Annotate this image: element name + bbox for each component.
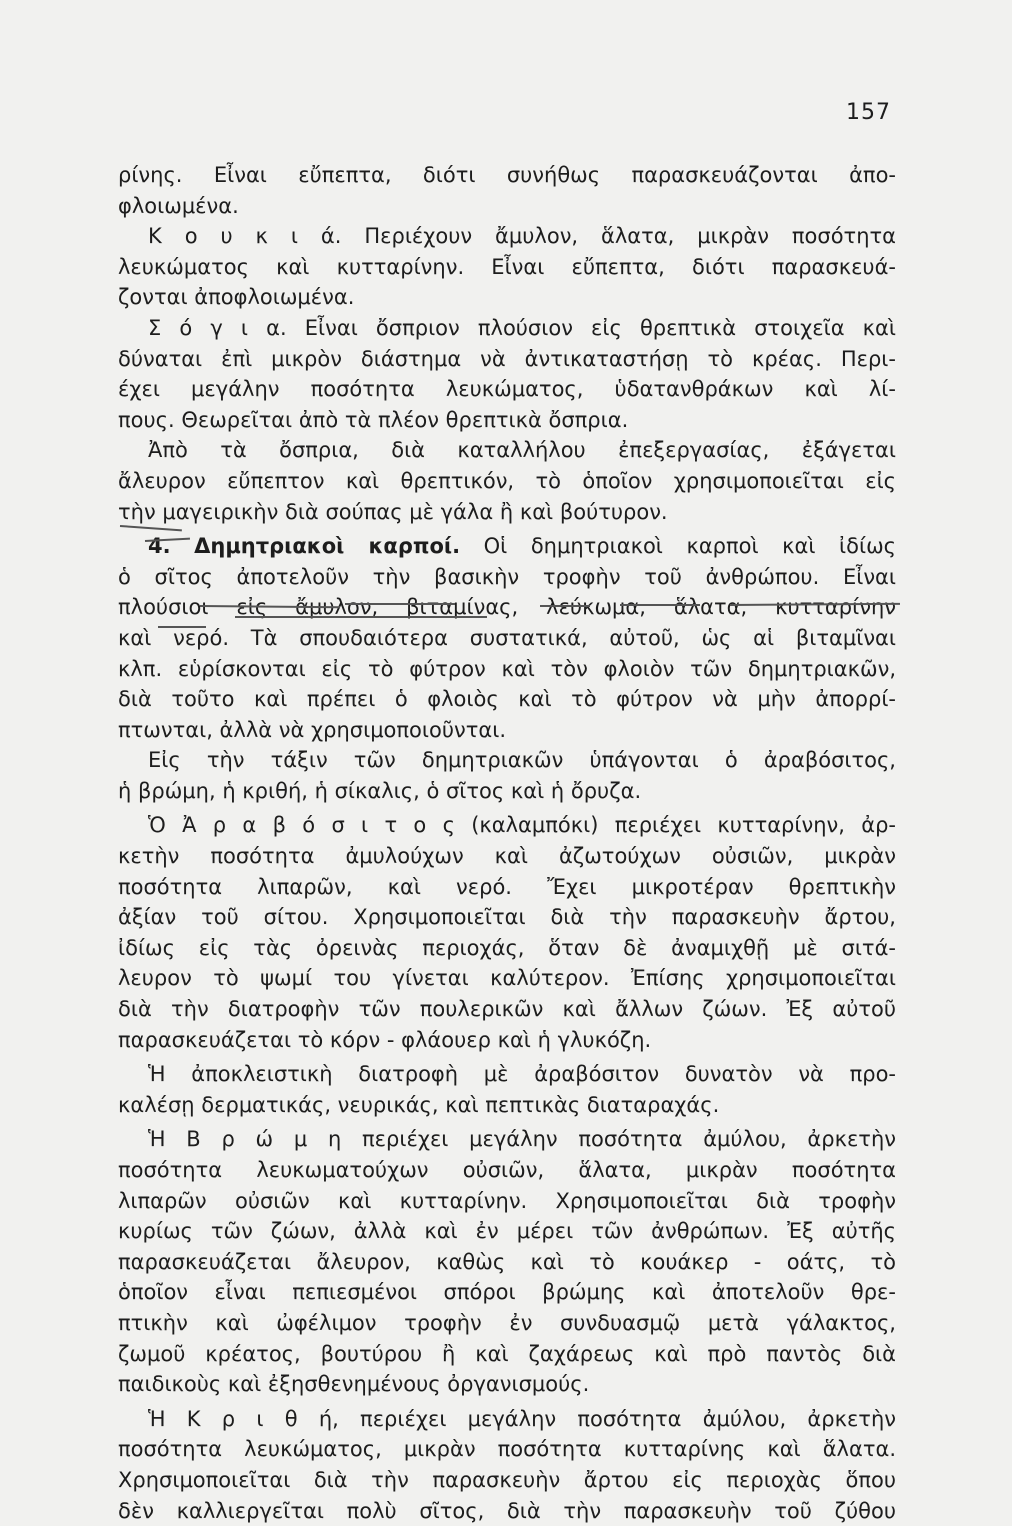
text-line: καὶ νερό. Τὰ σπουδαιότερα συστατικά, αὐτοῦ, ὡς αἱ βιταμῖναι (118, 625, 896, 650)
text-line: παιδικοὺς καὶ ἐξησθενημένους ὀργανισμούς. (118, 1372, 590, 1397)
text-line: ρίνης. Εἶναι εὔπεπτα, διότι συνήθως παρασκευάζονται ἀπο- (118, 163, 896, 187)
pencil-underline-mark (620, 604, 700, 606)
text-line: λευρον τὸ ψωμί του γίνεται καλύτερον. Ἐπίσης χρησιμοποιεῖται (118, 966, 896, 991)
text-line: κυρίως τῶν ζώων, ἀλλὰ καὶ ἐν μέρει τῶν ἀνθρώπων. Ἐξ αὐτῆς (118, 1219, 896, 1244)
pencil-underline-mark (345, 603, 455, 605)
text-line: κετὴν ποσότητα ἀμυλούχων καὶ ἀζωτούχων οὐσιῶν, μικρὰν (118, 844, 896, 869)
text-line: Ἡ ἀποκλειστικὴ διατροφὴ μὲ ἀραβόσιτον δυνατὸν νὰ προ- (148, 1062, 896, 1087)
text-line: ἀξίαν τοῦ σίτου. Χρησιμοποιεῖται διὰ τὴν παρασκευὴν ἄρτου, (118, 905, 896, 930)
text-line: καλέσῃ δερματικάς, νευρικάς, καὶ πεπτικὰς διαταραχάς. (118, 1092, 720, 1117)
text-line: Χρησιμοποιεῖται διὰ τὴν παρασκευὴν ἄρτου εἰς περιοχὰς ὅπου (118, 1467, 896, 1492)
text-line: πλούσιοι εἰς ἄμυλον, βιταμίνας, λεύκωμα, ἅλατα, κυτταρίνην (118, 595, 896, 620)
text-line: παρασκευάζεται ἄλευρον, καθὼς καὶ τὸ κουάκερ - οάτς, τὸ (118, 1249, 896, 1274)
text-line: Ὁ Ἀ ρ α β ό σ ι τ ο ς (καλαμπόκι) περιέχει κυτταρίνην, ἀρ- (148, 813, 896, 838)
text-line: λιπαρῶν οὐσιῶν καὶ κυτταρίνην. Χρησιμοποιεῖται διὰ τροφὴν (118, 1188, 896, 1213)
text-line: διὰ τὴν διατροφὴν τῶν πουλερικῶν καὶ ἄλλων ζώων. Ἐξ αὐτοῦ (118, 997, 896, 1022)
body-text (118, 160, 896, 1526)
text-line: φλοιωμένα. (118, 193, 239, 218)
text-line: πτωνται, ἀλλὰ νὰ χρησιμοποιοῦνται. (118, 717, 506, 742)
text-line: Κ ο υ κ ι ά. Περιέχουν ἄμυλον, ἅλατα, μικρὰν ποσότητα (148, 224, 896, 249)
section-number: 4. (148, 534, 171, 559)
text-line: ὁ σῖτος ἀποτελοῦν τὴν βασικὴν τροφὴν τοῦ ἀνθρώπου. Εἶναι (118, 564, 896, 589)
text-line: παρασκευάζεται τὸ κόρν - φλάουερ καὶ ἡ γλυκόζη. (118, 1027, 652, 1052)
text-line: Ἡ Κ ρ ι θ ή, περιέχει μεγάλην ποσότητα ἀμύλου, ἀρκετὴν (148, 1406, 896, 1431)
text-line: Ἡ Β ρ ώ μ η περιέχει μεγάλην ποσότητα ἀμύλου, ἀρκετὴν (148, 1127, 896, 1152)
section-heading-line (118, 531, 896, 562)
text-line: Ἀπὸ τὰ ὄσπρια, διὰ καταλλήλου ἐπεξεργασίας, ἐξάγεται (148, 438, 896, 463)
text-line: ζονται ἀποφλοιωμένα. (118, 285, 355, 310)
text-line: δὲν καλλιεργεῖται πολὺ σῖτος, διὰ τὴν παρασκευὴν τοῦ ζύθου (118, 1498, 896, 1523)
text-line: Σ ό γ ι α. Εἶναι ὄσπριον πλούσιον εἰς θρεπτικὰ στοιχεῖα καὶ (148, 315, 896, 340)
section-heading-text: Οἱ δημητριακοὶ καρποὶ καὶ ἰδίως (483, 534, 896, 559)
text-line: ἄλευρον εὔπεπτον καὶ θρεπτικόν, τὸ ὁποῖον χρησιμοποιεῖται εἰς (118, 468, 896, 493)
text-line: έχει μεγάλην ποσότητα λευκώματος, ὑδατανθράκων καὶ λί- (118, 377, 896, 402)
pencil-underline-mark (540, 605, 590, 607)
page-number: 157 (846, 100, 891, 125)
text-line: τὴν μαγειρικὴν διὰ σούπας μὲ γάλα ἢ καὶ βούτυρον. (118, 499, 668, 524)
text-line: ζωμοῦ κρέατος, βουτύρου ἢ καὶ ζαχάρεως καὶ πρὸ παντὸς διὰ (118, 1341, 896, 1366)
text-line: ὁποῖον εἶναι πεπιεσμένοι σπόροι βρώμης καὶ ἀποτελοῦν θρε- (118, 1280, 896, 1305)
text-line: Εἰς τὴν τάξιν τῶν δημητριακῶν ὑπάγονται ὁ ἀραβόσιτος, (148, 748, 896, 773)
text-line: ἡ βρώμη, ἡ κριθή, ἡ σίκαλις, ὁ σῖτος καὶ ἡ ὄρυζα. (118, 778, 642, 803)
pencil-underline-mark (235, 616, 487, 618)
text-line: δύναται ἐπὶ μικρὸν διάστημα νὰ ἀντικαταστήσῃ τὸ κρέας. Περι- (118, 346, 896, 371)
text-line: ποσότητα λευκωματούχων οὐσιῶν, ἅλατα, μικρὰν ποσότητα (118, 1158, 896, 1182)
section-title: Δημητριακοὶ καρποί. (194, 534, 461, 559)
text-line: κλπ. εὑρίσκονται εἰς τὸ φύτρον καὶ τὸν φλοιὸν τῶν δημητριακῶν, (118, 656, 896, 681)
text-line: ποσότητα λιπαρῶν, καὶ νερό. Ἔχει μικροτέραν θρεπτικὴν (118, 874, 896, 899)
text-line: πους. Θεωρεῖται ἀπὸ τὰ πλέον θρεπτικὰ ὄσπρια. (118, 407, 629, 432)
pencil-underline-mark (158, 626, 206, 628)
text-line: διὰ τοῦτο καὶ πρέπει ὁ φλοιὸς καὶ τὸ φύτρον νὰ μὴν ἀπορρί- (118, 687, 896, 712)
text-line: πτικὴν καὶ ὠφέλιμον τροφὴν ἐν συνδυασμῷ μετὰ γάλακτος, (118, 1310, 896, 1335)
text-line: λευκώματος καὶ κυτταρίνην. Εἶναι εὔπεπτα, διότι παρασκευά- (118, 254, 896, 279)
text-line: ἰδίως εἰς τὰς ὀρεινὰς περιοχάς, ὅταν δὲ ἀναμιχθῇ μὲ σιτά- (118, 935, 896, 960)
text-line: ποσότητα λευκώματος, μικρὰν ποσότητα κυτταρίνης καὶ ἅλατα. (118, 1437, 896, 1462)
